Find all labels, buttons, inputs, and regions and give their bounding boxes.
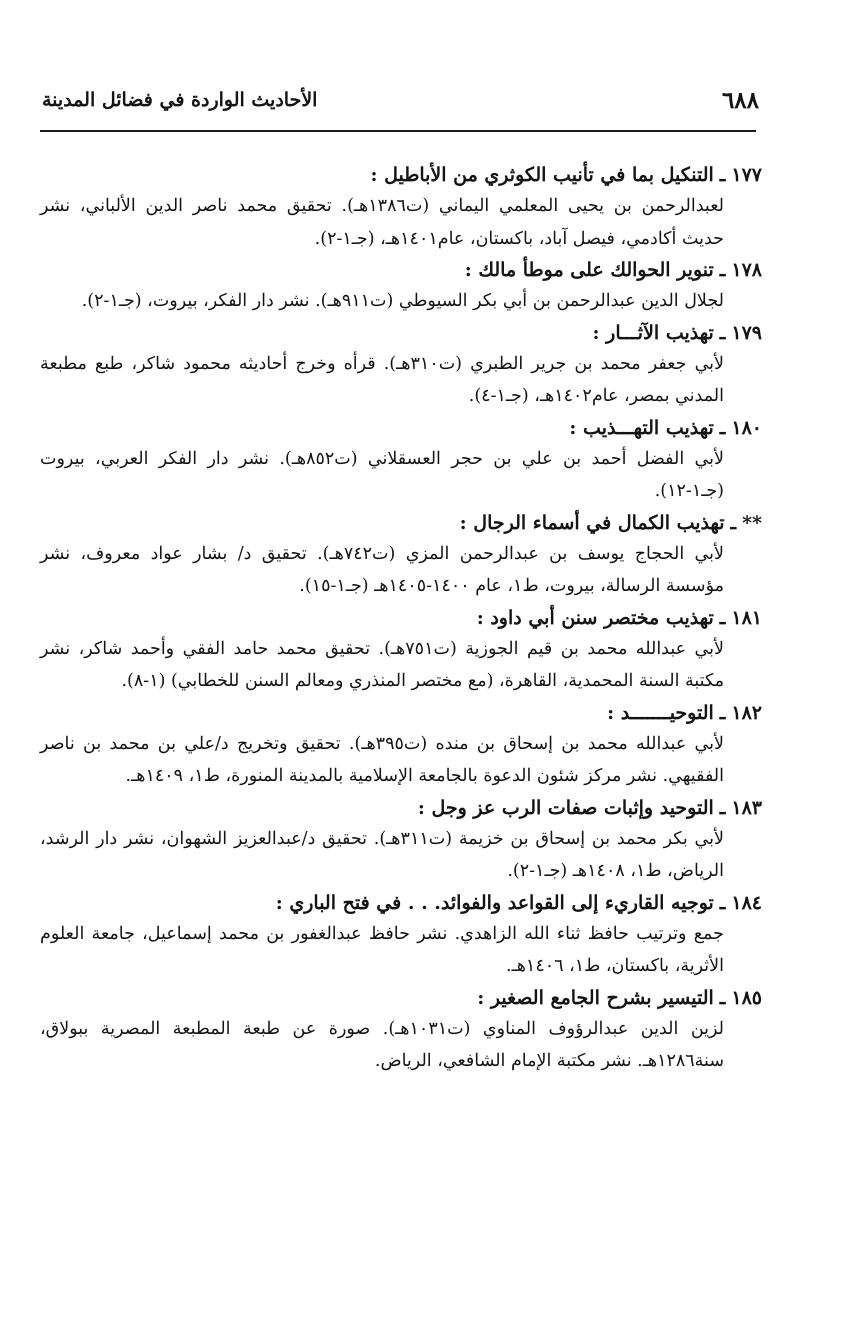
entry-text: لأبي الفضل أحمد بن علي بن حجر العسقلاني (ت٨٥٢هـ). نشر دار الفكر العربي، بيروت (جـ١-١٢). — [40, 448, 724, 501]
bibliography-entry-184 — [40, 888, 762, 983]
entry-description — [40, 633, 762, 698]
entry-title: توجيه القاريء إلى القواعد والفوائد. . . في فتح الباري : — [275, 891, 714, 914]
entry-dash: ـ — [719, 891, 726, 914]
entry-number: ١٨١ — [731, 606, 762, 629]
entry-dash: ـ — [719, 164, 726, 186]
entry-number: ١٧٨ — [731, 259, 762, 281]
bibliography-entry-180 — [40, 413, 762, 508]
bibliography-entry-177 — [40, 160, 762, 255]
entry-heading — [40, 160, 762, 190]
entry-title: التوحيد وإثبات صفات الرب عز وجل : — [417, 796, 714, 819]
entry-description — [40, 285, 762, 318]
entry-heading — [40, 318, 762, 348]
entry-title: تهذيب الآثـــار : — [592, 321, 714, 344]
entry-number: ١٧٩ — [731, 321, 762, 344]
bibliography-entry-183 — [40, 793, 762, 888]
bibliography-entry-185 — [40, 983, 762, 1078]
entry-title: التوحيـــــــد : — [607, 701, 714, 724]
entry-dash: ـ — [719, 416, 726, 439]
entry-description — [40, 1013, 762, 1078]
entry-text: لأبي جعفر محمد بن جرير الطبري (ت٣١٠هـ). قرأه وخرج أحاديثه محمود شاكر، طبع مطبعة المدني بمصر، عام١٤٠٢هـ، (جـ١-٤). — [40, 353, 725, 406]
entry-heading — [40, 508, 762, 538]
entry-dash: ـ — [730, 511, 737, 534]
entry-description — [40, 823, 762, 888]
entry-dash: ـ — [719, 259, 726, 281]
entry-dash: ـ — [719, 321, 726, 344]
entry-text: لعبدالرحمن بن يحيى المعلمي اليماني (ت١٣٨٦هـ). تحقيق محمد ناصر الدين الألباني، نشر حديث أكادمي، فيصل آباد، باكستان، عام١٤٠١هـ، (جـ١-٢). — [40, 196, 724, 249]
bibliography-entry-unnumbered — [40, 508, 762, 603]
entry-dash: ـ — [719, 606, 726, 629]
entry-title: تنوير الحوالك على موطأ مالك : — [464, 259, 714, 281]
entry-title: تهذيب الكمال في أسماء الرجال : — [459, 511, 725, 534]
entry-dash: ـ — [719, 701, 726, 724]
entry-text: لجلال الدين عبدالرحمن بن أبي بكر السيوطي (ت٩١١هـ). نشر دار الفكر، بيروت، (جـ١-٢). — [81, 291, 724, 311]
entry-heading — [40, 888, 762, 918]
entry-title: تهذيب التهـــذيب : — [569, 416, 714, 439]
entry-text: لأبي الحجاج يوسف بن عبدالرحمن المزي (ت٧٤٢هـ). تحقيق د/ بشار عواد معروف، نشر مؤسسة الرسالة، بيروت، ط١، عام ١٤٠٠-١٤٠٥هـ (جـ١-١٥). — [40, 543, 724, 596]
entry-title: التنكيل بما في تأنيب الكوثري من الأباطيل : — [370, 164, 714, 186]
entry-heading — [40, 255, 762, 285]
entry-number: ١٧٧ — [731, 164, 762, 186]
header-rule — [40, 130, 756, 132]
entry-heading — [40, 603, 762, 633]
page-number: ٦٨٨ — [721, 86, 759, 114]
entry-title: التيسير بشرح الجامع الصغير : — [477, 986, 714, 1009]
entry-text: لزين الدين عبدالرؤوف المناوي (ت١٠٣١هـ). صورة عن طبعة المطبعة المصرية ببولاق، سنة١٢٨٦هـ. نشر مكتبة الإمام الشافعي، الرياض. — [40, 1018, 724, 1071]
entry-number: ١٨٢ — [731, 701, 762, 724]
entry-number: ** — [742, 511, 762, 534]
bibliography-entry-178 — [40, 255, 762, 318]
entry-text: لأبي بكر محمد بن إسحاق بن خزيمة (ت٣١١هـ). تحقيق د/عبدالعزيز الشهوان، نشر دار الرشد، الرياض، ط١، ١٤٠٨هـ (جـ١-٢). — [40, 828, 724, 881]
running-head — [42, 82, 759, 118]
entry-number: ١٨٥ — [731, 986, 762, 1009]
entry-text: لأبي عبدالله محمد بن قيم الجوزية (ت٧٥١هـ). تحقيق محمد حامد الفقي وأحمد شاكر، نشر مكتبة السنة المحمدية، القاهرة، (مع مختصر المنذري ومعالم السنن للخطابي) (١-٨). — [40, 638, 724, 691]
entry-description — [40, 348, 762, 413]
entry-description — [40, 728, 762, 793]
bibliography-list — [40, 160, 762, 1078]
bibliography-entry-181 — [40, 603, 762, 698]
entry-description — [40, 538, 762, 603]
entry-dash: ـ — [719, 796, 726, 819]
entry-heading — [40, 413, 762, 443]
entry-text: لأبي عبدالله محمد بن إسحاق بن منده (ت٣٩٥هـ). تحقيق وتخريج د/علي بن محمد بن ناصر الفقيهي. نشر مركز شئون الدعوة بالجامعة الإسلامية بالمدينة المنورة، ط١، ١٤٠٩هـ. — [40, 733, 724, 786]
entry-heading — [40, 698, 762, 728]
entry-description — [40, 443, 762, 508]
entry-heading — [40, 793, 762, 823]
entry-dash: ـ — [719, 986, 726, 1009]
running-title: الأحاديث الواردة في فضائل المدينة — [42, 89, 318, 111]
bibliography-entry-182 — [40, 698, 762, 793]
entry-description — [40, 918, 762, 983]
entry-description — [40, 190, 762, 255]
entry-text: جمع وترتيب حافظ ثناء الله الزاهدي. نشر حافظ عبدالغفور بن محمد إسماعيل، جامعة العلوم الأثرية، باكستان، ط١، ١٤٠٦هـ. — [40, 923, 724, 976]
entry-heading — [40, 983, 762, 1013]
bibliography-entry-179 — [40, 318, 762, 413]
entry-number: ١٨٤ — [731, 891, 762, 914]
entry-title: تهذيب مختصر سنن أبي داود : — [476, 606, 714, 629]
entry-number: ١٨٣ — [731, 796, 762, 819]
entry-number: ١٨٠ — [731, 416, 762, 439]
